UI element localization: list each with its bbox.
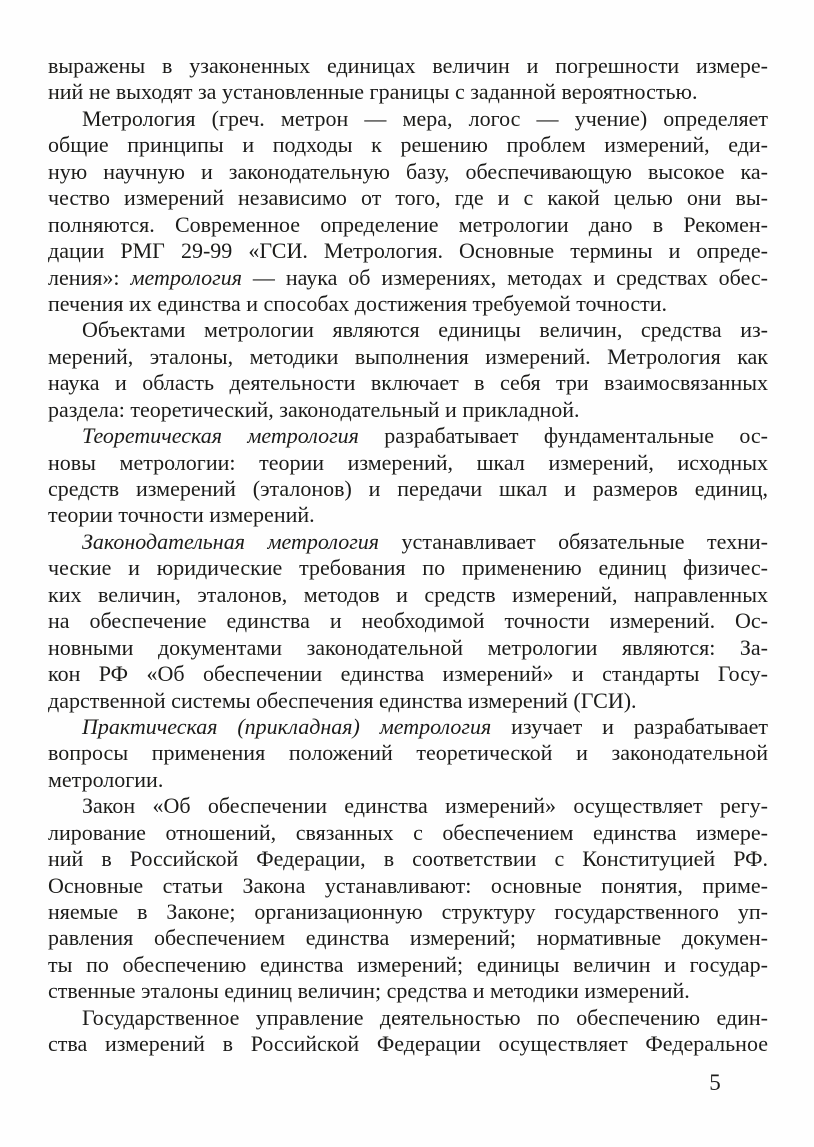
text-line xyxy=(48,344,768,370)
text-line xyxy=(48,106,768,132)
text-line xyxy=(48,423,768,449)
text-segment: на обеспечение единства и необходимой точности измерений. Ос- xyxy=(48,608,768,634)
text-segment: дации РМГ 29-99 «ГСИ. Метрология. Основные термины и опреде- xyxy=(48,238,768,264)
page-number: 5 xyxy=(709,1070,721,1095)
text-segment: метрологии. xyxy=(48,766,164,792)
text-line xyxy=(48,212,768,238)
text-line xyxy=(48,952,768,978)
italic-term: метрология xyxy=(130,264,242,290)
text-line xyxy=(48,873,768,899)
text-segment: ственные эталоны единиц величин; средства и методики измерений. xyxy=(48,978,690,1004)
text-segment: няемые в Законе; организационную структуру государственного уп- xyxy=(48,899,768,924)
text-line xyxy=(48,767,768,793)
text-segment: Объектами метрологии являются единицы величин, средства из- xyxy=(82,317,768,343)
text-segment: устанавливает обязательные техни- xyxy=(379,528,768,554)
text-segment: дарственной системы обеспечения единства измерений (ГСИ). xyxy=(48,687,637,713)
text-line xyxy=(48,688,768,714)
text-line xyxy=(48,714,768,740)
text-segment: чество измерений независимо от того, где и с какой целью они вы- xyxy=(48,185,768,211)
text-line xyxy=(48,317,768,343)
text-segment: мерений, эталоны, методики выполнения измерений. Метрология как xyxy=(48,343,768,369)
text-segment: раздела: теоретический, законодательный и прикладной. xyxy=(48,396,580,422)
text-line xyxy=(48,397,768,423)
text-line xyxy=(48,846,768,872)
paragraph xyxy=(48,53,768,106)
text-line xyxy=(48,370,768,396)
text-segment: ний не выходят за установленные границы с заданной вероятностью. xyxy=(48,79,698,105)
text-segment: Основные статьи Закона устанавливают: основные понятия, приме- xyxy=(48,872,768,898)
paragraph xyxy=(48,714,768,793)
text-line xyxy=(48,899,768,925)
text-line xyxy=(48,793,768,819)
text-line xyxy=(48,238,768,264)
text-line xyxy=(48,53,768,79)
text-line xyxy=(48,132,768,158)
text-segment: ческие и юридические требования по применению единиц физичес- xyxy=(48,555,768,581)
text-line xyxy=(48,529,768,555)
paragraph xyxy=(48,793,768,1005)
text-line xyxy=(48,661,768,687)
italic-term: Теоретическая метрология xyxy=(82,423,359,449)
italic-term: Практическая (прикладная) метрология xyxy=(82,713,492,739)
text-segment: равления обеспечением единства измерений; нормативные докумен- xyxy=(48,925,768,951)
text-line xyxy=(48,608,768,634)
text-segment: наука и область деятельности включает в себя три взаимосвязанных xyxy=(48,370,768,396)
text-segment: новными документами законодательной метрологии являются: За- xyxy=(48,634,768,660)
text-line xyxy=(48,265,768,291)
text-segment: кон РФ «Об обеспечении единства измерений» и стандарты Госу- xyxy=(48,661,768,687)
text-segment: Государственное управление деятельностью по обеспечению един- xyxy=(82,1004,768,1030)
text-segment: Метрология (греч. метрон — мера, логос — учение) определяет xyxy=(82,105,768,131)
text-segment: вопросы применения положений теоретической и законодательной xyxy=(48,740,768,766)
text-segment: ления»: xyxy=(48,264,131,290)
page-text xyxy=(48,53,768,1058)
text-line xyxy=(48,291,768,317)
text-line xyxy=(48,978,768,1004)
text-segment: Закон «Об обеспечении единства измерений» осуществляет регу- xyxy=(82,793,768,819)
paragraph xyxy=(48,317,768,423)
text-line xyxy=(48,159,768,185)
text-line xyxy=(48,820,768,846)
text-segment: ства измерений в Российской Федерации осуществляет Федеральное xyxy=(48,1031,768,1057)
text-segment: — наука об измерениях, методах и средствах обес- xyxy=(241,264,768,290)
text-line xyxy=(48,450,768,476)
text-line xyxy=(48,1005,768,1031)
text-segment: теории точности измерений. xyxy=(48,502,315,528)
text-line xyxy=(48,185,768,211)
text-segment: лирование отношений, связанных с обеспечением единства измере- xyxy=(48,819,768,845)
text-line xyxy=(48,582,768,608)
text-segment: ты по обеспечению единства измерений; единицы величин и государ- xyxy=(48,951,768,977)
paragraph xyxy=(48,529,768,714)
paragraph xyxy=(48,1005,768,1058)
text-segment: изучает и разрабатывает xyxy=(491,713,768,739)
text-segment: полняются. Современное определение метрологии дано в Рекомен- xyxy=(48,211,768,237)
text-line xyxy=(48,635,768,661)
paragraph xyxy=(48,106,768,318)
text-segment: общие принципы и подходы к решению проблем измерений, еди- xyxy=(48,132,768,158)
italic-term: Законодательная метрология xyxy=(82,528,380,554)
text-line xyxy=(48,740,768,766)
text-segment: средств измерений (эталонов) и передачи шкал и размеров единиц, xyxy=(48,476,768,501)
text-line xyxy=(48,1031,768,1057)
text-segment: печения их единства и способах достижения требуемой точности. xyxy=(48,290,667,316)
text-segment: разрабатывает фундаментальные ос- xyxy=(358,423,768,449)
text-line xyxy=(48,502,768,528)
text-segment: ную научную и законодательную базу, обеспечивающую высокое ка- xyxy=(48,158,768,184)
text-line xyxy=(48,925,768,951)
paragraph xyxy=(48,423,768,529)
text-segment: новы метрологии: теории измерений, шкал измерений, исходных xyxy=(48,449,768,475)
text-segment: выражены в узаконенных единицах величин и погрешности измере- xyxy=(48,53,768,78)
text-line xyxy=(48,476,768,502)
text-segment: ний в Российской Федерации, в соответствии с Конституцией РФ. xyxy=(48,846,768,872)
text-segment: ких величин, эталонов, методов и средств измерений, направленных xyxy=(48,581,768,607)
text-line xyxy=(48,79,768,105)
text-line xyxy=(48,555,768,581)
